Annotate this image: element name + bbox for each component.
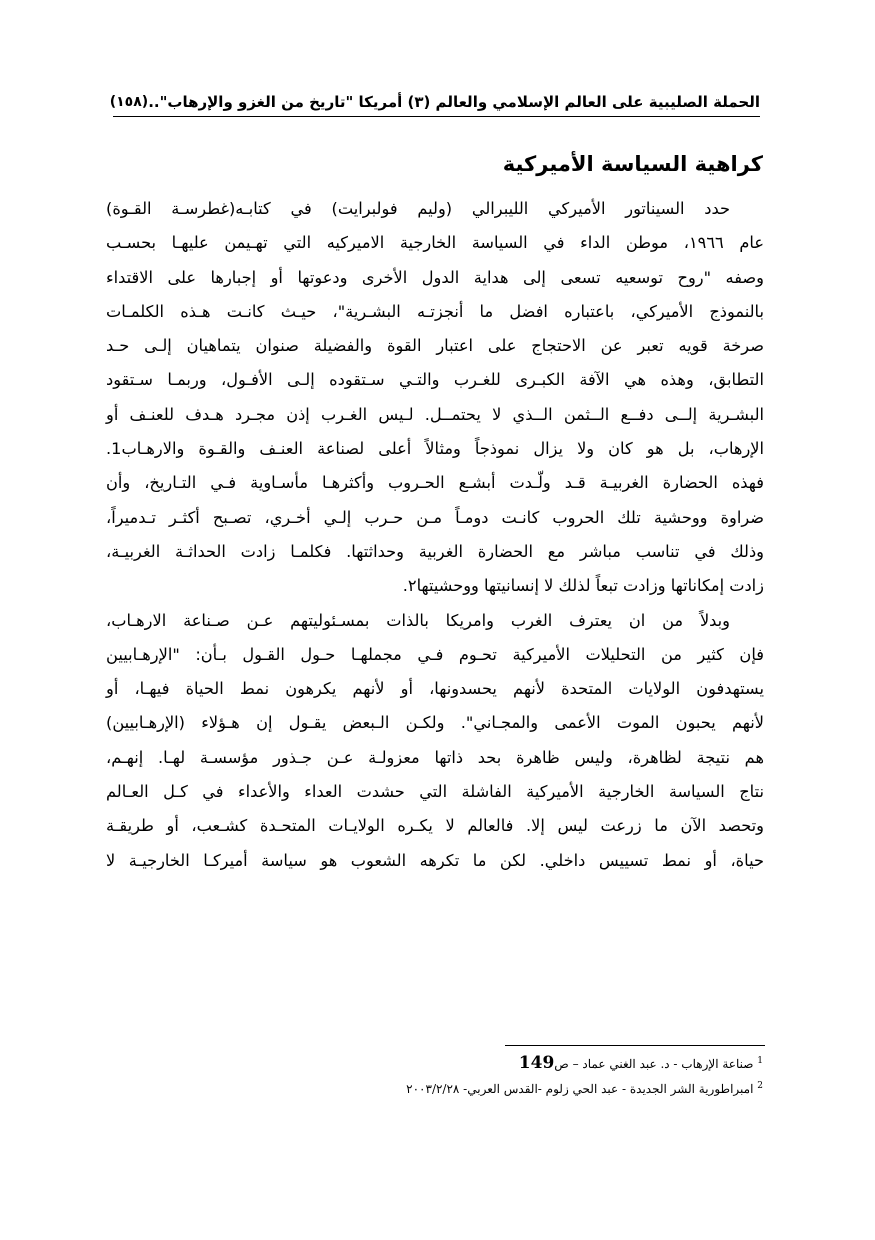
paragraph-line: هم نتيجة لظاهرة، وليس ظاهرة بحد ذاتها معزولـة عـن جـذور مؤسسـة لهـا. إنهـم، [106, 747, 764, 767]
paragraph-line: عام ١٩٦٦، موطن الداء في السياسة الخارجية الاميركيه التي تهـيمن عليهـا بحسـب [106, 233, 764, 253]
paragraph-line: حياة، أو نمط تسييس داخلي. لكن ما تكرهه الشعوب هو سياسة أميركـا الخارجيـة لا [106, 850, 764, 870]
paragraph-line: فإن كثير من التحليلات الأميركية تحـوم فـي مجملهـا حـول القـول بـأن: "الإرهـابيين [106, 644, 764, 664]
footnote-2 [263, 1075, 763, 1100]
paragraph-line: بالنموذج الأميركي، باعتباره افضل ما أنجزتـه البشـرية"، حيـث كانـت هـذه الكلمـات [106, 301, 764, 321]
footnote-marker: 2 [757, 1081, 763, 1091]
paragraph-line: التطابق، وهذه هي الآفة الكبـرى للغـرب والتـي سـتقوده إلـى الأفـول، وربمـا سـتقود [106, 370, 764, 390]
paragraph-line: ضراوة ووحشية تلك الحروب كانـت دومـاً مـن حـرب إلـي أخـري، تصـبح أكثـر تـدميراً، [106, 507, 764, 527]
paragraph-line: زادت إمكاناتها وزادت تبعاً لذلك لا إنسانيتها ووحشيتها٢. [402, 576, 764, 596]
footnotes [263, 1050, 763, 1100]
paragraph-line: وتحصد الآن ما زرعت ليس إلا. فالعالم لا يكـره الولايـات المتحـدة كشـعب، أو طريقـة [106, 816, 764, 836]
paragraph-line: وبدلاً من ان يعترف الغرب وامريكا بالذات بمسـئوليتهم عـن صـناعة الارهـاب، [106, 610, 730, 630]
paragraph-line: الإرهاب، بل هو كان ولا يزال نموذجاً ومثالاً أعلى لصناعة العنـف والقـوة والارهـاب1. [106, 439, 764, 459]
header-title: الحملة الصليبية على العالم الإسلامي والعالم (٣) أمريكا "تاريخ من الغزو والإرهاب".. [148, 93, 760, 111]
footnote-separator [505, 1045, 765, 1046]
paragraph-line: لأنهم يحبون الموت الأعمى والمجـاني". ولكـن الـبعض يقـول إن هـؤلاء (الإرهـابيين) [106, 713, 764, 733]
footnote-marker: 1 [757, 1056, 763, 1066]
paragraph-line: وذلك في تناسب مباشر مع الحضارة الغربية وحداثتها. فكلمـا زادت الحداثـة الغربيـة، [106, 541, 764, 561]
paragraph-line: البشـرية إلــى دفــع الــثمن الــذي لا يحتمــل. لـيس الغـرب إذن مجـرد هـدف للعنـف أو [106, 404, 764, 424]
page-number: (١٥٨) [109, 94, 149, 110]
paragraph-line: وصفه "روح توسعيه تسعى إلى هداية الدول الأخرى ودعوتها أو إجبارها على الاقتداء [106, 267, 764, 287]
paragraph-line: فهذه الحضارة الغربيـة قـد ولّـدت أبشـع الحـروب وأكثرهـا مأسـاوية فـي التـاريخ، وأن [106, 473, 764, 493]
footnote-text: امبراطورية الشر الجديدة - عبد الحي زلوم -القدس العربي- ٢٠٠٣/٢/٢٨ [406, 1082, 754, 1096]
section-heading: كراهية السياسة الأميركية [502, 152, 763, 176]
footnote-text: صناعة الإرهاب - د. عبد الغني عماد – ص [554, 1057, 754, 1071]
footnote-page: 149 [518, 1053, 555, 1073]
paragraph-line: حدد السيناتور الأميركي الليبرالي (وليم فولبرايت) في كتابـه(غطرسـة القـوة) [106, 199, 730, 218]
footnote-1 [263, 1050, 763, 1075]
paragraph-line: نتاج السياسة الخارجية الأميركية الفاشلة التي حشدت العداء والأعداء في كـل العـالم [106, 782, 764, 802]
paragraph-line: يستهدفون الولايات المتحدة لأنهم يحسدونها، أو لأنهم يكرهون نمط الحياة فيهـا، أو [106, 679, 764, 699]
paragraph-line: صرخة قويه تعبر عن الاحتجاج على اعتبار القوة والفضيلة صنوان يتماهيان إلـى حـد [106, 336, 764, 356]
running-header [109, 88, 760, 117]
body-text [106, 192, 764, 878]
